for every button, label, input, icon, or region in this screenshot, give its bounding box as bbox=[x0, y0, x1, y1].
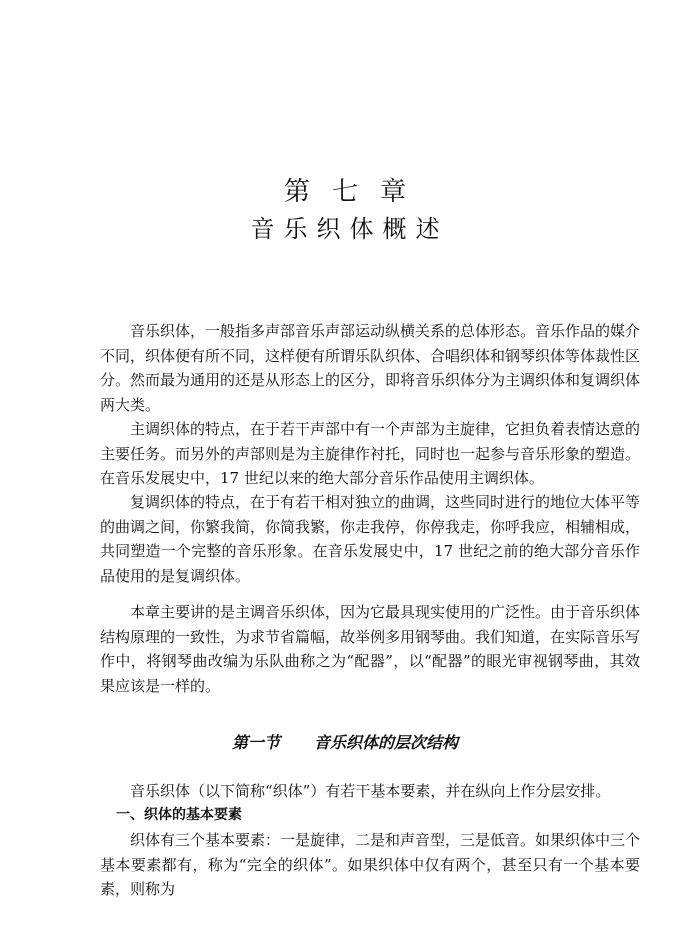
section-paragraph: 织体有三个基本要素：一是旋律，二是和声音型，三是低音。如果织体中三个基本要素都有，称为“完全的织体”。如果织体中仅有两个，甚至只有一个基本要素，则称为 bbox=[100, 831, 641, 898]
paragraph-2: 主调织体的特点，在于若干声部中有一个声部为主旋律，它担负着表情达意的主要任务。而另外的声部则是为主旋律作衬托，同时也一起参与音乐形象的塑造。在音乐发展史中，17 世纪以来的绝大部分音乐作品使用主调织体。 bbox=[100, 420, 641, 487]
chapter-number: 第七章 bbox=[283, 177, 428, 207]
section-title: 音乐织体的层次结构 bbox=[314, 733, 459, 752]
section-intro: 音乐织体（以下简称“织体”）有若干基本要素，并在纵向上作分层安排。 bbox=[130, 782, 611, 800]
paragraph-1: 音乐织体，一般指多声部音乐声部运动纵横关系的总体形态。音乐作品的媒介不同，织体便有所不同，这样便有所谓乐队织体、合唱织体和钢琴织体等体裁性区分。然而最为通用的还是从形态上的区分，即将音乐织体分为主调织体和复调织体两大类。 bbox=[100, 322, 641, 414]
section-number: 第一节 bbox=[231, 733, 280, 752]
paragraph-3: 复调织体的特点，在于有若干相对独立的曲调，这些同时进行的地位大体平等的曲调之间，你繁我简，你简我繁，你走我停，你停我走，你呼我应，相辅相成，共同塑造一个完整的音乐形象。在音乐发展史中，17 世纪之前的绝大部分音乐作品使用的是复调织体。 bbox=[100, 493, 641, 585]
chapter-title: 音乐织体概述 bbox=[250, 215, 449, 243]
subheading: 一、织体的基本要素 bbox=[116, 807, 242, 823]
section-heading bbox=[0, 731, 690, 755]
paragraph-4: 本章主要讲的是主调音乐织体，因为它最具现实使用的广泛性。由于音乐织体结构原理的一致性，为求节省篇幅，故举例多用钢琴曲。我们知道，在实际音乐写作中，将钢琴曲改编为乐队曲称之为“配器”，以“配器”的眼光审视钢琴曲，其效果应该是一样的。 bbox=[100, 603, 641, 695]
